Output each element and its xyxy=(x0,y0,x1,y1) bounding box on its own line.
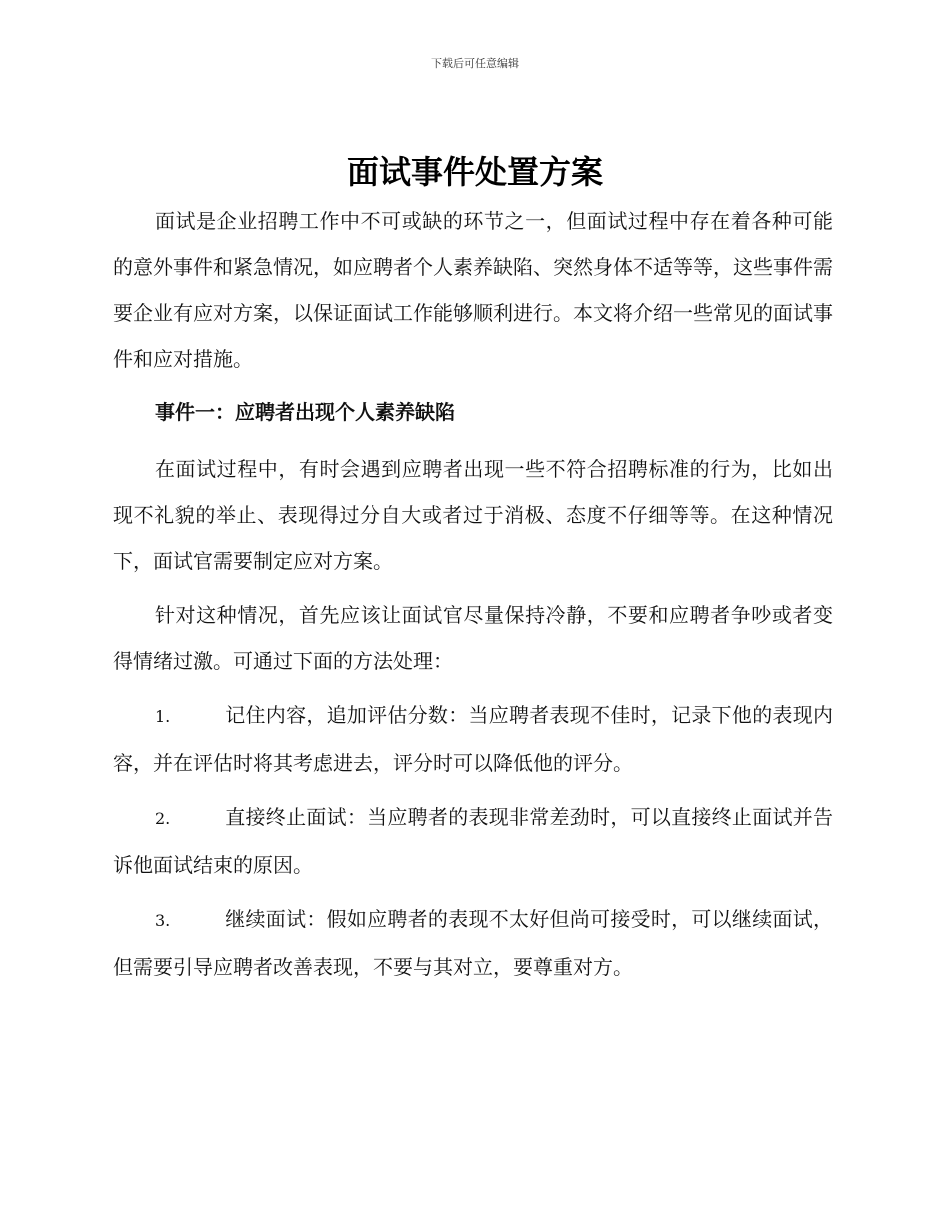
intro-paragraph: 面试是企业招聘工作中不可或缺的环节之一，但面试过程中存在着各种可能的意外事件和紧急情况，如应聘者个人素养缺陷、突然身体不适等等，这些事件需要企业有应对方案，以保证面试工作能够顺利进行。本文将介绍一些常见的面试事件和应对措施。 xyxy=(113,209,833,371)
section-paragraph-1: 在面试过程中，有时会遇到应聘者出现一些不符合招聘标准的行为，比如出现不礼貌的举止、表现得过分自大或者过于消极、态度不仔细等等。在这种情况下，面试官需要制定应对方案。 xyxy=(113,457,833,573)
list-item xyxy=(113,896,833,990)
list-item-number: 3. xyxy=(155,911,171,930)
list-item xyxy=(113,794,833,888)
list-item xyxy=(113,692,833,786)
section-paragraph-2: 针对这种情况，首先应该让面试官尽量保持冷静，不要和应聘者争吵或者变得情绪过激。可通过下面的方法处理： xyxy=(113,603,833,673)
list-item-text: 直接终止面试：当应聘者的表现非常差劲时，可以直接终止面试并告诉他面试结束的原因。 xyxy=(113,805,833,877)
document-title: 面试事件处置方案 xyxy=(346,153,603,191)
list-item-number: 1. xyxy=(155,707,171,726)
section-heading: 事件一：应聘者出现个人素养缺陷 xyxy=(155,400,455,424)
document-body xyxy=(113,198,833,998)
list-item-text: 记住内容，追加评估分数：当应聘者表现不佳时，记录下他的表现内容，并在评估时将其考虑进去，评分时可以降低他的评分。 xyxy=(113,703,833,775)
list-item-text: 继续面试：假如应聘者的表现不太好但尚可接受时，可以继续面试，但需要引导应聘者改善表现，不要与其对立，要尊重对方。 xyxy=(113,907,833,979)
header-note: 下载后可任意编辑 xyxy=(431,57,519,70)
list-item-number: 2. xyxy=(155,809,171,828)
